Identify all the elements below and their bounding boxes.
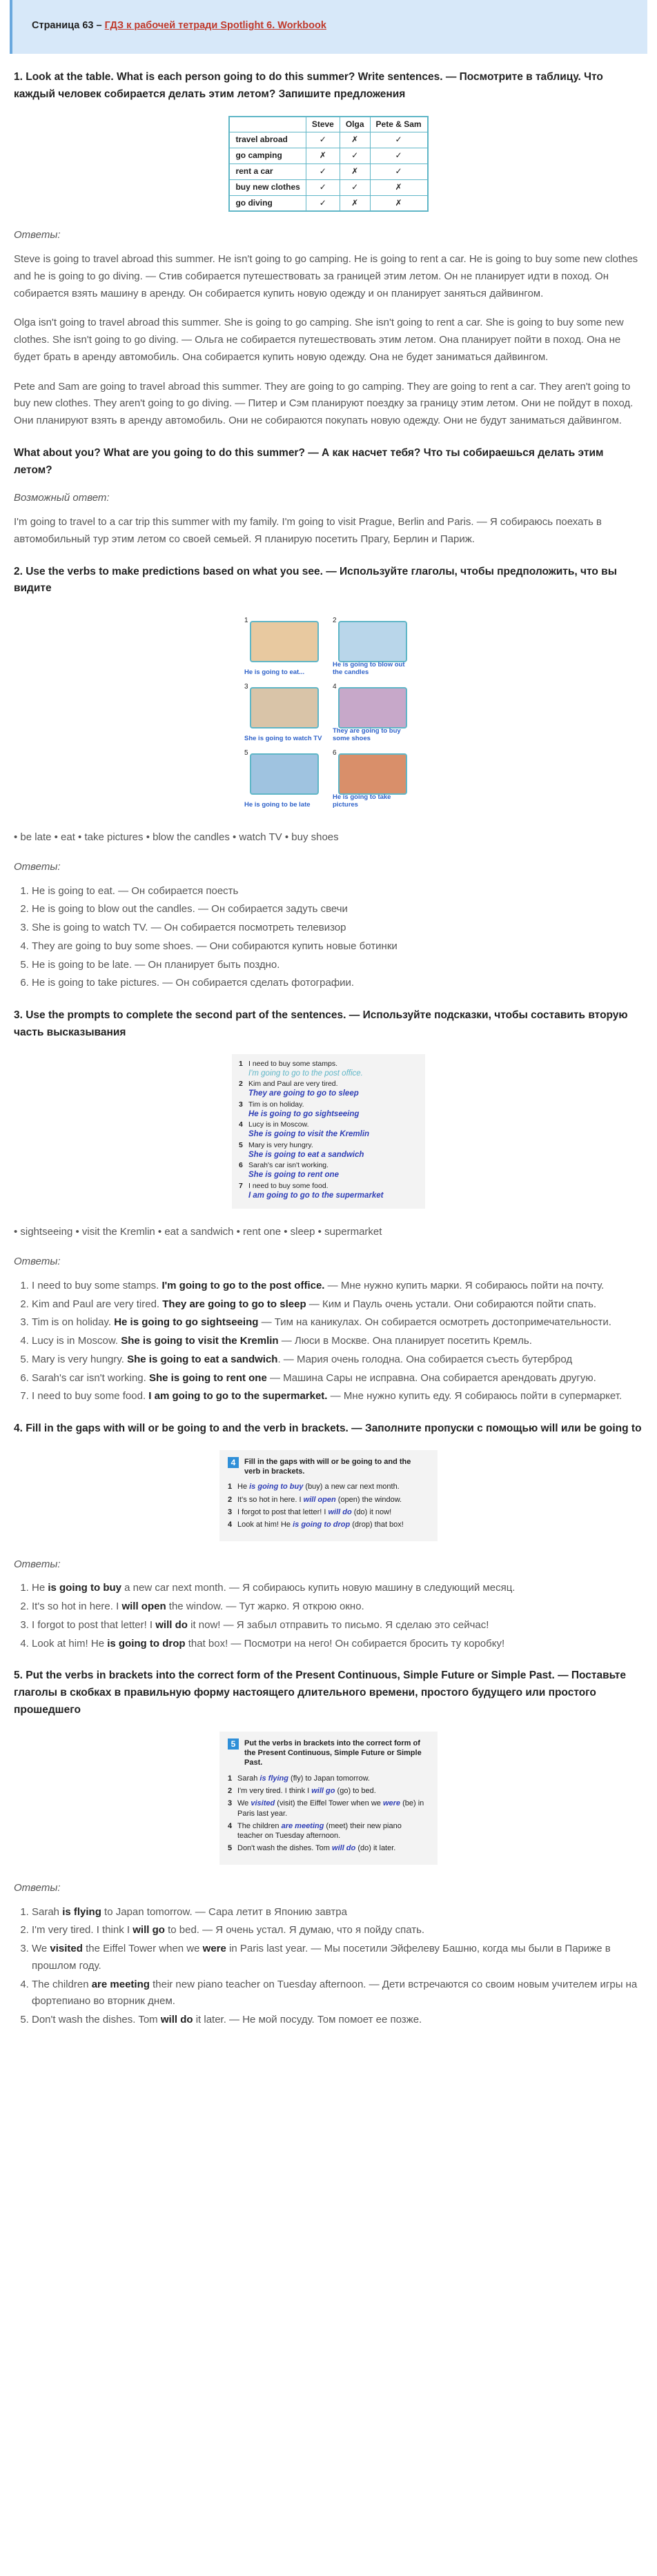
answer-bold: will do bbox=[160, 2014, 193, 2026]
answer-prefix: Lucy is in Moscow. bbox=[32, 1335, 121, 1347]
picture-caption: He is going to eat... bbox=[244, 668, 305, 676]
exercise-row bbox=[239, 1182, 417, 1201]
answer-bold: visited bbox=[50, 1943, 83, 1955]
exercise-row bbox=[239, 1161, 417, 1180]
list-item bbox=[32, 1922, 643, 1939]
answer-bold: I am going to go to the supermarket. bbox=[148, 1390, 328, 1403]
list-item: 4. They are going to buy some shoes. — Они собираются купить новые ботинки bbox=[32, 938, 643, 955]
answer-prefix: Don't wash the dishes. Tom bbox=[32, 2014, 161, 2026]
exercise-prefix: He bbox=[237, 1483, 250, 1492]
picture-number: 1 bbox=[244, 617, 248, 625]
task2-heading: 2. Use the verbs to make predictions based on what you see. — Используйте глаголы, чтобы предположить, что вы видите bbox=[14, 565, 617, 595]
exercise-prefix: Don't wash the dishes. Tom bbox=[237, 1844, 333, 1853]
picture-item bbox=[244, 682, 324, 742]
list-item: 6. He is going to take pictures. — Он собирается сделать фотографии. bbox=[32, 975, 643, 992]
answer-paragraph: Steve is going to travel abroad this summer. He isn't going to go camping. He is going to rent a car. He is going to buy some new clothes and he is going to go diving. — Стив собирается путешествовать за границей этим летом. Он не планирует идти в поход. Он собирается взять машину в аренду. Он собирается купить новую одежду и он планирует заняться дайвингом. bbox=[14, 253, 638, 299]
activity-cell: go camping bbox=[229, 148, 306, 164]
exercise-prefix: It's so hot in here. I bbox=[237, 1495, 304, 1504]
handwritten-answer: She is going to eat a sandwich bbox=[248, 1150, 364, 1159]
picture-illustration bbox=[338, 753, 407, 795]
exercise-suffix: (go) to bed. bbox=[335, 1786, 376, 1795]
list-item bbox=[32, 1598, 643, 1616]
list-item: 2. He is going to blow out the candles. — Он собирается задуть свечи bbox=[32, 901, 643, 918]
table-row bbox=[229, 195, 427, 211]
exercise-prompt: Mary is very hungry. bbox=[248, 1140, 313, 1149]
answers-label: Ответы: bbox=[14, 229, 61, 241]
table-row bbox=[229, 148, 427, 164]
possible-answer-label: Возможный ответ: bbox=[14, 492, 110, 504]
exercise-number: 4 bbox=[228, 1520, 233, 1529]
task5-exercise-scan bbox=[219, 1732, 438, 1865]
handwritten-answer: is going to buy bbox=[249, 1483, 304, 1492]
task5-answers bbox=[14, 1904, 643, 2029]
answer-prefix: Sarah bbox=[32, 1905, 63, 1918]
list-item bbox=[32, 1351, 643, 1369]
mark-cell: ✗ bbox=[306, 148, 340, 164]
workbook-link[interactable]: ГДЗ к рабочей тетради Spotlight 6. Workbook bbox=[104, 20, 326, 31]
exercise-suffix: (do) it now! bbox=[351, 1508, 392, 1517]
answer-bold: She is going to visit the Kremlin bbox=[121, 1335, 279, 1347]
answer-suffix: — Машина Сары не исправна. Она собирается арендовать другую. bbox=[266, 1371, 596, 1384]
exercise-number: 4 bbox=[239, 1120, 243, 1129]
handwritten-answer: are meeting bbox=[281, 1821, 324, 1830]
picture-illustration bbox=[338, 621, 407, 662]
task3-word-bank: • sightseeing • visit the Kremlin • eat a sandwich • rent one • sleep • supermarket bbox=[14, 1226, 382, 1238]
answer-bold: will open bbox=[121, 1601, 166, 1613]
picture-caption: He is going to blow out the candles bbox=[333, 661, 405, 676]
picture-illustration bbox=[250, 687, 319, 729]
picture-item bbox=[244, 748, 324, 809]
list-item bbox=[32, 1580, 643, 1597]
answer-prefix: I need to buy some food. bbox=[32, 1390, 149, 1403]
task2-word-bank: • be late • eat • take pictures • blow the candles • watch TV • buy shoes bbox=[14, 831, 339, 844]
answer-prefix: Mary is very hungry. bbox=[32, 1353, 128, 1365]
picture-caption: She is going to watch TV bbox=[244, 734, 322, 742]
answer-bold: She is going to eat a sandwich bbox=[127, 1353, 278, 1365]
handwritten-answer: I am going to go to the supermarket bbox=[248, 1191, 384, 1200]
answer-suffix: . — Мария очень голодна. Она собирается съесть бутерброд bbox=[277, 1353, 573, 1365]
answer-paragraph: Pete and Sam are going to travel abroad this summer. They are going to go camping. They are going to rent a car. They aren't going to buy new clothes. They aren't going to go diving. — Питер и Сэм планируют поездку за границу этим летом. Они не пойдут в поход. Они планируют взять в аренду автомобиль. Они не собираются покупать новую одежду. Они не будут заниматься дайвингом. bbox=[14, 380, 634, 427]
picture-number: 4 bbox=[333, 683, 337, 691]
task2-answers bbox=[14, 883, 643, 993]
answer-suffix: — Ким и Пауль очень устали. Они собираются пойти спать. bbox=[306, 1298, 597, 1310]
task5-figure bbox=[14, 1732, 643, 1865]
exercise-prompt: I need to buy some food. bbox=[248, 1181, 328, 1190]
picture-caption: He is going to take pictures bbox=[333, 793, 391, 809]
exercise-row bbox=[228, 1843, 428, 1853]
list-item bbox=[32, 1636, 643, 1653]
answer-suffix: — Люси в Москве. Она планирует посетить Кремль. bbox=[278, 1335, 532, 1347]
handwritten-answer: I'm going to go to the post office. bbox=[248, 1069, 363, 1078]
answer-paragraph: Olga isn't going to travel abroad this summer. She is going to go camping. She isn't going to rent a car. She is going to buy some new clothes. She isn't going to go diving. — Ольга не собирается путешествовать этим летом. Она планирует пойти в поход. Она не будет брать в аренду автомобиль. Она собирается купить новую одежду. Она не будет заниматься дайвингом. bbox=[14, 317, 624, 363]
exercise-number: 3 bbox=[239, 1100, 243, 1109]
answer-bold: were bbox=[202, 1943, 226, 1955]
column-header: Pete & Sam bbox=[370, 117, 428, 132]
exercise-row bbox=[228, 1520, 428, 1529]
exercise-number: 1 bbox=[228, 1774, 233, 1783]
exercise-number: 2 bbox=[239, 1080, 243, 1089]
exercise-number: 3 bbox=[228, 1799, 233, 1808]
picture-number: 6 bbox=[333, 749, 337, 757]
answers-label: Ответы: bbox=[14, 860, 61, 873]
exercise-suffix: (drop) that box! bbox=[350, 1520, 404, 1529]
activity-cell: rent a car bbox=[229, 164, 306, 179]
table-row bbox=[229, 132, 427, 148]
task4-answers bbox=[14, 1580, 643, 1652]
mark-cell: ✓ bbox=[370, 148, 428, 164]
exercise-prefix: The children bbox=[237, 1821, 282, 1830]
answer-suffix: in Paris last year. — Мы посетили Эйфелеву Башню, когда мы были в Париже в прошлом году. bbox=[32, 1943, 611, 1972]
mark-cell: ✗ bbox=[340, 132, 370, 148]
exercise-prefix: I'm very tired. I think I bbox=[237, 1786, 312, 1795]
exercise-number: 2 bbox=[228, 1786, 233, 1795]
answer-suffix: the window. — Тут жарко. Я открою окно. bbox=[166, 1601, 364, 1613]
answer-bold: is going to drop bbox=[107, 1637, 186, 1649]
exercise-number: 7 bbox=[239, 1181, 243, 1190]
exercise-number: 1 bbox=[239, 1059, 243, 1068]
exercise-row bbox=[228, 1507, 428, 1517]
mark-cell: ✓ bbox=[370, 164, 428, 179]
list-item bbox=[32, 1976, 643, 2011]
answer-suffix: — Мне нужно купить еду. Я собираюсь пойти в супермаркет. bbox=[327, 1390, 622, 1403]
answer-prefix: Tim is on holiday. bbox=[32, 1316, 115, 1329]
list-item bbox=[32, 1388, 643, 1405]
handwritten-answer: is flying bbox=[259, 1774, 288, 1783]
picture-item bbox=[333, 615, 413, 676]
exercise-row bbox=[239, 1100, 417, 1120]
exercise-number: 1 bbox=[228, 1483, 233, 1492]
exercise-number: 5 bbox=[239, 1140, 243, 1149]
plans-table bbox=[228, 116, 428, 212]
answer-suffix: that box! — Посмотри на него! Он собирается бросить ту коробку! bbox=[185, 1637, 505, 1649]
activity-cell: buy new clothes bbox=[229, 179, 306, 195]
exercise-row bbox=[228, 1774, 428, 1783]
exercise-prompt: Lucy is in Moscow. bbox=[248, 1120, 309, 1129]
list-item: 1. He is going to eat. — Он собирается поесть bbox=[32, 883, 643, 900]
picture-item bbox=[333, 748, 413, 809]
header-prefix: Страница 63 – bbox=[32, 20, 105, 31]
exercise-prompt: Sarah's car isn't working. bbox=[248, 1161, 329, 1170]
handwritten-answer: She is going to visit the Kremlin bbox=[248, 1130, 370, 1139]
answer-suffix: their new piano teacher on Tuesday afternoon. — Дети встречаются со своим новым учителем игры на фортепиано во вторник днем. bbox=[32, 1978, 638, 2008]
handwritten-answer: She is going to rent one bbox=[248, 1171, 339, 1180]
column-header: Steve bbox=[306, 117, 340, 132]
mark-cell: ✓ bbox=[370, 132, 428, 148]
handwritten-answer: will open bbox=[303, 1495, 336, 1504]
list-item: 5. He is going to be late. — Он планирует быть поздно. bbox=[32, 957, 643, 974]
task1-heading: 1. Look at the table. What is each person going to do this summer? Write sentences. — Посмотрите в таблицу. Что каждый человек собирается делать этим летом? Запишите предложения bbox=[14, 70, 603, 100]
answer-bold: is flying bbox=[62, 1905, 101, 1918]
exercise-suffix: (open) the window. bbox=[335, 1495, 402, 1504]
exercise-row bbox=[239, 1141, 417, 1160]
list-item: 3. She is going to watch TV. — Он собирается посмотреть телевизор bbox=[32, 920, 643, 937]
answer-bold: is going to buy bbox=[48, 1582, 121, 1594]
answer-bold: They are going to go to sleep bbox=[162, 1298, 306, 1310]
picture-caption: They are going to buy some shoes bbox=[333, 727, 401, 742]
answer-suffix: a new car next month. — Я собираюсь купить новую машину в следующий месяц. bbox=[121, 1582, 516, 1594]
exercise-row bbox=[228, 1482, 428, 1492]
answer-prefix: Sarah's car isn't working. bbox=[32, 1371, 149, 1384]
answer-prefix: I need to buy some stamps. bbox=[32, 1279, 162, 1291]
task3-figure bbox=[14, 1054, 643, 1209]
exercise-prefix: Sarah bbox=[237, 1774, 260, 1783]
answers-label: Ответы: bbox=[14, 1256, 61, 1268]
list-item bbox=[32, 1296, 643, 1314]
answer-prefix: I forgot to post that letter! I bbox=[32, 1618, 156, 1631]
handwritten-answer: will go bbox=[311, 1786, 335, 1795]
activity-cell: go diving bbox=[229, 195, 306, 211]
handwritten-answer: visited bbox=[251, 1799, 275, 1808]
answer-bold: I'm going to go to the post office. bbox=[161, 1279, 325, 1291]
exercise-suffix: (buy) a new car next month. bbox=[303, 1483, 400, 1492]
answer-prefix: We bbox=[32, 1943, 50, 1955]
answer-suffix: — Мне нужно купить марки. Я собираюсь пойти на почту. bbox=[324, 1279, 605, 1291]
mark-cell: ✗ bbox=[340, 195, 370, 211]
plans-table-corner bbox=[229, 117, 306, 132]
exercise-number: 5 bbox=[228, 1844, 233, 1853]
exercise-number: 6 bbox=[239, 1161, 243, 1170]
followup-answer: I'm going to travel to a car trip this summer with my family. I'm going to visit Prague, Berlin and Paris. — Я собираюсь поехать в автомобильный тур этим летом со своей семьей. Я планирую посетить Прагу, Берлин и Париж. bbox=[14, 516, 602, 545]
exercise-row bbox=[228, 1821, 428, 1841]
content bbox=[10, 69, 647, 2029]
exercise-row bbox=[228, 1799, 428, 1819]
table-row bbox=[229, 164, 427, 179]
exercise-row bbox=[239, 1120, 417, 1140]
answer-prefix: Kim and Paul are very tired. bbox=[32, 1298, 163, 1310]
list-item bbox=[32, 2012, 643, 2029]
exercise-number: 2 bbox=[228, 1495, 233, 1504]
exercise-row bbox=[239, 1080, 417, 1099]
exercise-prefix: I forgot to post that letter! I bbox=[237, 1508, 328, 1517]
task5-heading: 5. Put the verbs in brackets into the correct form of the Present Continuous, Simple Future or Simple Past. — Поставьте глаголы в скобках в правильную форму настоящего длительного времени, простого будущего или простого прошедшего bbox=[14, 1670, 627, 1716]
list-item bbox=[32, 1941, 643, 1975]
answers-label: Ответы: bbox=[14, 1881, 61, 1894]
exercise-number: 4 bbox=[228, 1821, 233, 1830]
task3-answers bbox=[14, 1278, 643, 1405]
picture-caption: He is going to be late bbox=[244, 800, 311, 809]
answer-prefix: He bbox=[32, 1582, 48, 1594]
picture-number: 3 bbox=[244, 683, 248, 691]
exercise-badge: 5 bbox=[228, 1738, 239, 1750]
answer-suffix: — Тим на каникулах. Он собирается осмотреть достопримечательности. bbox=[258, 1316, 611, 1329]
exercise-prompt: Tim is on holiday. bbox=[248, 1100, 304, 1109]
task1-followup-heading: What about you? What are you going to do this summer? — А как насчет тебя? Что ты собираешься делать этим летом? bbox=[14, 446, 604, 476]
answer-bold: She is going to rent one bbox=[148, 1371, 267, 1384]
mark-cell: ✓ bbox=[306, 195, 340, 211]
exercise-header bbox=[228, 1738, 428, 1768]
exercise-prefix: Look at him! He bbox=[237, 1520, 293, 1529]
exercise-row bbox=[228, 1495, 428, 1505]
picture-illustration bbox=[250, 753, 319, 795]
picture-illustration bbox=[250, 621, 319, 662]
exercise-title: Put the verbs in brackets into the correct form of the Present Continuous, Simple Future or Simple Past. bbox=[244, 1738, 422, 1767]
picture-item bbox=[244, 615, 324, 676]
exercise-suffix: (be) in Paris last year. bbox=[237, 1799, 424, 1818]
picture-number: 2 bbox=[333, 617, 337, 625]
task1-figure bbox=[14, 116, 643, 212]
exercise-prompt: Kim and Paul are very tired. bbox=[248, 1080, 338, 1089]
exercise-prompt: I need to buy some stamps. bbox=[248, 1059, 337, 1068]
table-row bbox=[229, 179, 427, 195]
mark-cell: ✗ bbox=[340, 164, 370, 179]
handwritten-answer: were bbox=[382, 1799, 401, 1808]
pictures-grid bbox=[239, 610, 418, 814]
exercise-suffix: (meet) their new piano teacher on Tuesday afternoon. bbox=[237, 1821, 402, 1841]
mark-cell: ✓ bbox=[340, 148, 370, 164]
answer-bold: will go bbox=[133, 1924, 165, 1936]
task3-exercise-scan bbox=[232, 1054, 425, 1209]
list-item bbox=[32, 1370, 643, 1387]
page-header bbox=[10, 0, 647, 54]
answer-prefix: The children bbox=[32, 1978, 92, 1990]
task3-heading: 3. Use the prompts to complete the second part of the sentences. — Используйте подсказки, чтобы составить вторую часть высказывания bbox=[14, 1009, 628, 1039]
picture-item bbox=[333, 682, 413, 742]
list-item bbox=[32, 1333, 643, 1350]
answer-suffix: it later. — Не мой посуду. Том помоет ее позже. bbox=[193, 2014, 422, 2026]
answer-bold: are meeting bbox=[91, 1978, 150, 1990]
exercise-badge: 4 bbox=[228, 1457, 239, 1468]
list-item bbox=[32, 1314, 643, 1331]
exercise-suffix: (fly) to Japan tomorrow. bbox=[288, 1774, 370, 1783]
task2-figure bbox=[14, 610, 643, 814]
exercise-row bbox=[239, 1060, 417, 1079]
plans-table-header bbox=[229, 117, 427, 132]
answer-suffix: it now! — Я забыл отправить то письмо. Я сделаю это сейчас! bbox=[187, 1618, 489, 1631]
handwritten-answer: will do bbox=[328, 1508, 352, 1517]
exercise-row bbox=[228, 1786, 428, 1796]
exercise-prefix: We bbox=[237, 1799, 251, 1808]
answer-bold: will do bbox=[155, 1618, 188, 1631]
picture-illustration bbox=[338, 687, 407, 729]
answer-bold: He is going to go sightseeing bbox=[114, 1316, 259, 1329]
task4-exercise-scan bbox=[219, 1450, 438, 1541]
handwritten-answer: He is going to go sightseeing bbox=[248, 1109, 360, 1118]
mark-cell: ✗ bbox=[370, 179, 428, 195]
answer-suffix: to Japan tomorrow. — Сара летит в Японию завтра bbox=[101, 1905, 347, 1918]
handwritten-answer: will do bbox=[332, 1844, 356, 1853]
mark-cell: ✓ bbox=[306, 132, 340, 148]
task4-figure bbox=[14, 1450, 643, 1541]
mark-cell: ✗ bbox=[370, 195, 428, 211]
handwritten-answer: They are going to go to sleep bbox=[248, 1089, 359, 1098]
answer-suffix: to bed. — Я очень устал. Я думаю, что я пойду спать. bbox=[164, 1924, 425, 1936]
answer-suffix: the Eiffel Tower when we bbox=[82, 1943, 203, 1955]
list-item bbox=[32, 1904, 643, 1921]
exercise-suffix: (visit) the Eiffel Tower when we bbox=[275, 1799, 383, 1808]
handwritten-answer: is going to drop bbox=[293, 1520, 351, 1529]
exercise-suffix: (do) it later. bbox=[355, 1844, 396, 1853]
answer-prefix: It's so hot in here. I bbox=[32, 1601, 122, 1613]
task4-heading: 4. Fill in the gaps with will or be going to and the verb in brackets. — Заполните пропуски с помощью will или be going to bbox=[14, 1423, 642, 1435]
mark-cell: ✓ bbox=[340, 179, 370, 195]
exercise-title: Fill in the gaps with will or be going to and the verb in brackets. bbox=[244, 1457, 411, 1476]
answers-label: Ответы: bbox=[14, 1558, 61, 1570]
column-header: Olga bbox=[340, 117, 370, 132]
answer-prefix: I'm very tired. I think I bbox=[32, 1924, 133, 1936]
exercise-header bbox=[228, 1457, 428, 1477]
activity-cell: travel abroad bbox=[229, 132, 306, 148]
picture-number: 5 bbox=[244, 749, 248, 757]
mark-cell: ✓ bbox=[306, 164, 340, 179]
list-item bbox=[32, 1278, 643, 1295]
list-item bbox=[32, 1617, 643, 1634]
answer-prefix: Look at him! He bbox=[32, 1637, 108, 1649]
exercise-number: 3 bbox=[228, 1508, 233, 1517]
mark-cell: ✓ bbox=[306, 179, 340, 195]
